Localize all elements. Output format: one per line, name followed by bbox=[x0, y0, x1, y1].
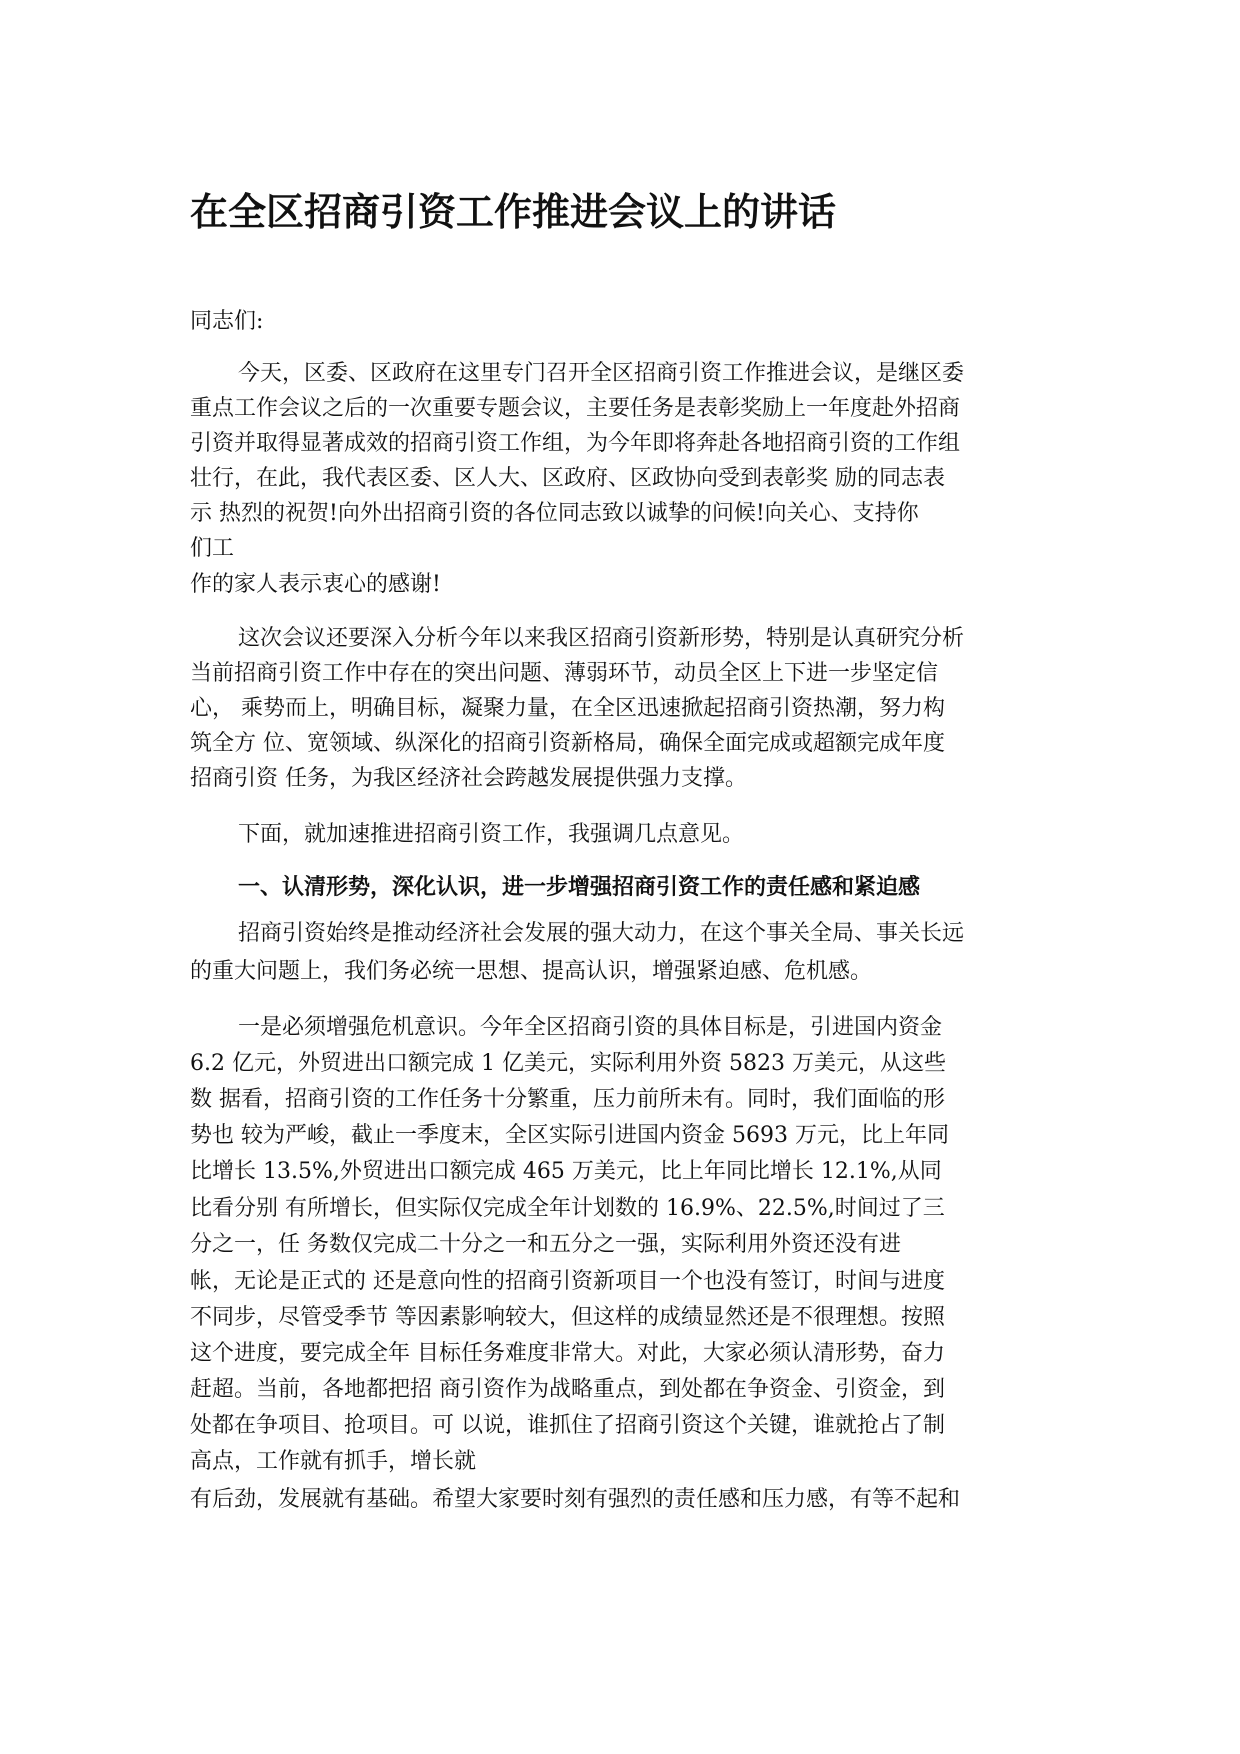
paragraph-line: 壮行，在此，我代表区委、区人大、区政府、区政协向受到表彰奖 励的同志表 bbox=[190, 466, 945, 491]
paragraph-line: 这个进度，要完成全年 目标任务难度非常大。对此，大家必须认清形势，奋力 bbox=[190, 1341, 945, 1366]
salutation: 同志们: bbox=[190, 309, 264, 334]
section-heading: 一、认清形势，深化认识，进一步增强招商引资工作的责任感和紧迫感 bbox=[238, 874, 921, 900]
paragraph-line: 比增长 13.5%,外贸进出口额完成 465 万美元，比上年同比增长 12.1%,从同 bbox=[190, 1159, 942, 1184]
paragraph-line: 这次会议还要深入分析今年以来我区招商引资新形势，特别是认真研究分析 bbox=[238, 626, 965, 651]
document-title: 在全区招商引资工作推进会议上的讲话 bbox=[190, 189, 837, 234]
paragraph-line: 招商引资 任务，为我区经济社会跨越发展提供强力支撑。 bbox=[190, 766, 747, 791]
paragraph-line: 今天，区委、区政府在这里专门召开全区招商引资工作推进会议，是继区委 bbox=[238, 361, 965, 386]
paragraph-line: 有后劲，发展就有基础。希望大家要时刻有强烈的责任感和压力感，有等不起和 bbox=[190, 1487, 961, 1512]
paragraph-line: 比看分别 有所增长，但实际仅完成全年计划数的 16.9%、22.5%,时间过了三 bbox=[190, 1196, 945, 1221]
paragraph-line: 示 热烈的祝贺!向外出招商引资的各位同志致以诚挚的问候!向关心、支持你 bbox=[190, 501, 919, 526]
paragraph-line: 们工 bbox=[190, 536, 235, 561]
paragraph-line: 心， 乘势而上，明确目标，凝聚力量，在全区迅速掀起招商引资热潮，努力构 bbox=[190, 696, 945, 721]
paragraph-line: 分之一，任 务数仅完成二十分之一和五分之一强，实际利用外资还没有进 bbox=[190, 1232, 901, 1257]
paragraph-line: 的重大问题上，我们务必统一思想、提高认识，增强紧迫感、危机感。 bbox=[190, 959, 873, 984]
paragraph-line: 引资并取得显著成效的招商引资工作组，为今年即将奔赴各地招商引资的工作组 bbox=[190, 431, 961, 456]
paragraph-line: 筑全方 位、宽领域、纵深化的招商引资新格局，确保全面完成或超额完成年度 bbox=[190, 731, 945, 756]
paragraph-line: 招商引资始终是推动经济社会发展的强大动力，在这个事关全局、事关长远 bbox=[238, 921, 965, 946]
paragraph-line: 势也 较为严峻，截止一季度末，全区实际引进国内资金 5693 万元，比上年同 bbox=[190, 1123, 949, 1148]
paragraph-line: 一是必须增强危机意识。今年全区招商引资的具体目标是，引进国内资金 bbox=[238, 1015, 943, 1040]
paragraph-line: 下面，就加速推进招商引资工作，我强调几点意见。 bbox=[238, 822, 745, 847]
paragraph-line: 当前招商引资工作中存在的突出问题、薄弱环节，动员全区上下进一步坚定信 bbox=[190, 661, 939, 686]
paragraph-line: 高点，工作就有抓手，增长就 bbox=[190, 1449, 477, 1474]
paragraph-line: 6.2 亿元，外贸进出口额完成 1 亿美元，实际利用外资 5823 万美元，从这些 bbox=[190, 1051, 946, 1076]
paragraph-line: 赶超。当前，各地都把招 商引资作为战略重点，到处都在争资金、引资金，到 bbox=[190, 1377, 945, 1402]
paragraph-line: 作的家人表示衷心的感谢! bbox=[190, 572, 441, 597]
paragraph-line: 重点工作会议之后的一次重要专题会议，主要任务是表彰奖励上一年度赴外招商 bbox=[190, 396, 961, 421]
paragraph-line: 帐，无论是正式的 还是意向性的招商引资新项目一个也没有签订，时间与进度 bbox=[190, 1269, 945, 1294]
paragraph-line: 处都在争项目、抢项目。可 以说，谁抓住了招商引资这个关键，谁就抢占了制 bbox=[190, 1413, 945, 1438]
paragraph-line: 数 据看，招商引资的工作任务十分繁重，压力前所未有。同时，我们面临的形 bbox=[190, 1087, 945, 1112]
paragraph-line: 不同步，尽管受季节 等因素影响较大，但这样的成绩显然还是不很理想。按照 bbox=[190, 1305, 945, 1330]
